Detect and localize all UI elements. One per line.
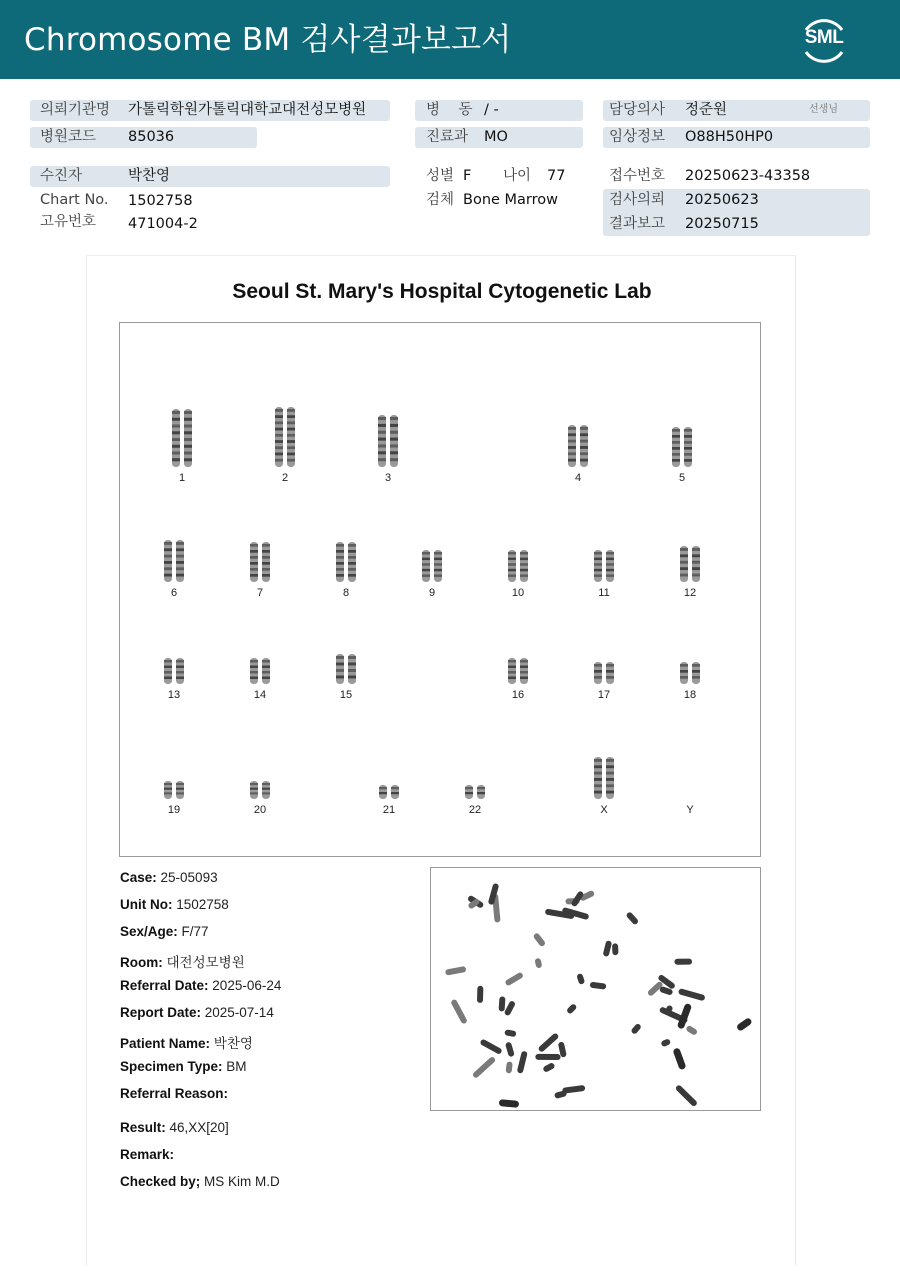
chromosome-7-1 <box>250 542 258 582</box>
metaphase-chromosome <box>535 1054 560 1060</box>
chromosome-label-16: 16 <box>511 689 525 701</box>
chromosome-label-20: 20 <box>253 804 267 816</box>
chromosome-9-2 <box>434 550 442 582</box>
request-label: 검사의뢰 <box>609 192 666 208</box>
chromosome-pair-20 <box>250 781 270 816</box>
meta-key: Referral Reason: <box>120 1086 229 1101</box>
metaphase-chromosome <box>576 973 585 985</box>
meta-key: Checked by; <box>120 1174 201 1189</box>
hospital-code-value: 85036 <box>128 129 175 145</box>
unique-value: 471004-2 <box>128 216 198 232</box>
chromosome-pair-X <box>594 757 614 816</box>
metaphase-chromosome <box>504 972 524 987</box>
meta-key: Referral Date: <box>120 978 209 993</box>
metaphase-chromosome <box>672 1047 686 1070</box>
chromosome-pair-12 <box>680 546 700 599</box>
metaphase-chromosome <box>625 911 639 925</box>
chromosome-7-2 <box>262 542 270 582</box>
meta-line <box>120 978 281 993</box>
metaphase-image <box>430 867 761 1111</box>
doctor-value: 정준원 <box>685 102 728 118</box>
metaphase-chromosome <box>505 1061 512 1073</box>
chromosome-label-3: 3 <box>384 472 392 484</box>
chromosome-8-1 <box>336 542 344 582</box>
meta-line <box>120 951 245 971</box>
chromosome-15-2 <box>348 654 356 684</box>
meta-line <box>120 1005 274 1020</box>
metaphase-chromosome <box>660 1038 671 1047</box>
chromosome-10-2 <box>520 550 528 582</box>
chromosome-label-11: 11 <box>598 587 610 599</box>
age-label: 나이 <box>503 168 532 184</box>
chromosome-20-2 <box>262 781 270 799</box>
chromosome-label-17: 17 <box>597 689 611 701</box>
chromosome-pair-7 <box>250 542 270 599</box>
metaphase-chromosome <box>505 1042 515 1058</box>
sex-label: 성별 <box>426 168 455 184</box>
meta-line <box>120 1147 174 1162</box>
metaphase-chromosome <box>517 1051 528 1074</box>
chromosome-pair-16 <box>508 658 528 701</box>
meta-value: F/77 <box>177 924 209 939</box>
meta-key: Patient Name: <box>120 1036 211 1051</box>
chromosome-3-1 <box>378 415 386 467</box>
chromosome-pair-14 <box>250 658 270 701</box>
metaphase-chromosome <box>450 999 468 1025</box>
meta-key: Specimen Type: <box>120 1059 223 1074</box>
metaphase-chromosome <box>479 1038 502 1055</box>
metaphase-chromosome <box>542 1062 555 1073</box>
patient-label: 수진자 <box>40 168 83 184</box>
metaphase-chromosome <box>472 1056 497 1079</box>
meta-value: 25-05093 <box>156 870 218 885</box>
metaphase-chromosome <box>603 940 613 957</box>
metaphase-chromosome <box>499 996 506 1011</box>
report-date-value: 20250715 <box>685 216 759 232</box>
report-title: Chromosome BM 검사결과보고서 <box>24 22 512 58</box>
chromosome-5-2 <box>684 427 692 467</box>
chromosome-pair-10 <box>508 550 528 599</box>
metaphase-chromosome <box>499 1099 520 1108</box>
metaphase-chromosome <box>590 982 607 990</box>
metaphase-chromosome <box>504 1029 516 1037</box>
chart-label: Chart No. <box>40 192 109 208</box>
receipt-value: 20250623-43358 <box>685 168 811 184</box>
chromosome-label-21: 21 <box>382 804 396 816</box>
clinical-value: O88H50HP0 <box>685 129 774 145</box>
chromosome-label-8: 8 <box>342 587 350 599</box>
chromosome-17-1 <box>594 662 602 684</box>
chromosome-4-1 <box>568 425 576 467</box>
chromosome-22-2 <box>477 785 485 799</box>
chromosome-11-1 <box>594 550 602 582</box>
chromosome-pair-17 <box>594 662 614 701</box>
chromosome-18-1 <box>680 662 688 684</box>
metaphase-chromosome <box>534 958 542 969</box>
metaphase-chromosome <box>678 988 706 1001</box>
metaphase-chromosome <box>630 1023 642 1035</box>
chromosome-pair-8 <box>336 542 356 599</box>
chromosome-4-2 <box>580 425 588 467</box>
chromosome-19-2 <box>176 781 184 799</box>
chromosome-1-2 <box>184 409 192 467</box>
metaphase-chromosome <box>477 986 483 1003</box>
meta-line <box>120 1120 229 1135</box>
chromosome-pair-11 <box>594 550 614 599</box>
chromosome-20-1 <box>250 781 258 799</box>
chromosome-2-1 <box>275 407 283 467</box>
meta-line <box>120 1059 247 1074</box>
unique-label: 고유번호 <box>40 214 97 230</box>
chromosome-pair-18 <box>680 662 700 701</box>
meta-key: Unit No: <box>120 897 173 912</box>
institution-value: 가톨릭학원가톨릭대학교대전성모병원 <box>128 102 367 118</box>
meta-key: Result: <box>120 1120 166 1135</box>
chromosome-label-7: 7 <box>256 587 264 599</box>
lab-title: Seoul St. Mary's Hospital Cytogenetic Lab <box>232 280 652 303</box>
chromosome-1-1 <box>172 409 180 467</box>
chromosome-12-1 <box>680 546 688 582</box>
chromosome-label-15: 15 <box>339 689 353 701</box>
request-value: 20250623 <box>685 192 759 208</box>
meta-line <box>120 1174 280 1189</box>
metaphase-chromosome <box>612 943 619 955</box>
dept-label: 진료과 <box>426 129 469 145</box>
metaphase-chromosome <box>504 1000 516 1016</box>
chromosome-21-1 <box>379 785 387 799</box>
chromosome-pair-3 <box>378 415 398 484</box>
chromosome-14-1 <box>250 658 258 684</box>
chromosome-14-2 <box>262 658 270 684</box>
chromosome-22-1 <box>465 785 473 799</box>
chromosome-10-1 <box>508 550 516 582</box>
chromosome-label-22: 22 <box>468 804 482 816</box>
metaphase-chromosome <box>533 932 547 947</box>
meta-line <box>120 1032 253 1052</box>
chromosome-16-1 <box>508 658 516 684</box>
chromosome-13-1 <box>164 658 172 684</box>
chromosome-label-13: 13 <box>167 689 181 701</box>
logo-text: SML <box>804 27 844 48</box>
chromosome-pair-19 <box>164 781 184 816</box>
ward-value: / - <box>484 102 499 118</box>
chromosome-21-2 <box>391 785 399 799</box>
chromosome-12-2 <box>692 546 700 582</box>
chromosome-label-2: 2 <box>281 472 289 484</box>
chromosome-pair-15 <box>336 654 356 701</box>
specimen-value: Bone Marrow <box>463 192 559 208</box>
metaphase-chromosome <box>736 1017 753 1032</box>
clinical-label: 임상정보 <box>609 129 666 145</box>
chromosome-pair-Y <box>686 804 694 816</box>
meta-key: Remark: <box>120 1147 175 1162</box>
chromosome-X-2 <box>606 757 614 799</box>
meta-key: Room: <box>120 955 163 970</box>
doctor-label: 담당의사 <box>609 102 666 118</box>
chromosome-2-2 <box>287 407 295 467</box>
chromosome-label-10: 10 <box>511 587 525 599</box>
chromosome-pair-1 <box>172 409 192 484</box>
chromosome-pair-6 <box>164 540 184 599</box>
chromosome-pair-5 <box>672 427 692 484</box>
meta-value: 46,XX[20] <box>165 1120 229 1135</box>
dept-value: MO <box>484 129 508 145</box>
meta-value: 2025-07-14 <box>201 1005 274 1020</box>
chromosome-17-2 <box>606 662 614 684</box>
meta-value: 1502758 <box>172 897 229 912</box>
chromosome-5-1 <box>672 427 680 467</box>
chromosome-label-18: 18 <box>683 689 697 701</box>
patient-value: 박찬영 <box>128 168 171 184</box>
meta-key: Report Date: <box>120 1005 202 1020</box>
chromosome-label-9: 9 <box>428 587 436 599</box>
chromosome-label-4: 4 <box>574 472 582 484</box>
chromosome-16-2 <box>520 658 528 684</box>
age-value: 77 <box>547 168 566 184</box>
doctor-suffix: 선생님 <box>809 104 838 115</box>
chromosome-6-2 <box>176 540 184 582</box>
chromosome-13-2 <box>176 658 184 684</box>
chromosome-pair-22 <box>465 785 485 816</box>
metaphase-chromosome <box>445 966 467 976</box>
chromosome-label-19: 19 <box>167 804 181 816</box>
sex-value: F <box>463 168 472 184</box>
chromosome-18-2 <box>692 662 700 684</box>
karyogram <box>119 322 761 857</box>
chromosome-label-6: 6 <box>170 587 178 599</box>
meta-value: 박찬영 <box>210 1036 253 1051</box>
sml-logo <box>796 14 852 66</box>
metaphase-chromosome <box>675 1084 698 1107</box>
metaphase-chromosome <box>562 1085 586 1094</box>
chromosome-pair-13 <box>164 658 184 701</box>
meta-key: Case: <box>120 870 157 885</box>
chromosome-pair-2 <box>275 407 295 484</box>
report-date-label: 결과보고 <box>609 216 666 232</box>
chromosome-label-14: 14 <box>253 689 267 701</box>
chromosome-19-1 <box>164 781 172 799</box>
chromosome-label-Y: Y <box>686 804 694 816</box>
chromosome-11-2 <box>606 550 614 582</box>
meta-line <box>120 870 218 885</box>
chromosome-6-1 <box>164 540 172 582</box>
meta-value: 대전성모병원 <box>162 955 245 970</box>
metaphase-chromosome <box>537 1032 559 1053</box>
meta-value: BM <box>222 1059 247 1074</box>
specimen-label: 검체 <box>426 192 455 208</box>
chromosome-label-5: 5 <box>678 472 686 484</box>
chromosome-label-1: 1 <box>178 472 186 484</box>
chromosome-label-12: 12 <box>683 587 697 599</box>
chromosome-pair-4 <box>568 425 588 484</box>
chromosome-9-1 <box>422 550 430 582</box>
metaphase-chromosome <box>674 959 692 965</box>
chromosome-8-2 <box>348 542 356 582</box>
meta-line <box>120 924 209 939</box>
meta-line <box>120 897 229 912</box>
report-header <box>0 0 900 79</box>
receipt-label: 접수번호 <box>609 168 666 184</box>
chromosome-3-2 <box>390 415 398 467</box>
meta-value: MS Kim M.D <box>200 1174 280 1189</box>
metaphase-chromosome <box>566 1003 578 1015</box>
chromosome-pair-21 <box>379 785 399 816</box>
institution-label: 의뢰기관명 <box>40 102 111 118</box>
metaphase-chromosome <box>685 1025 698 1036</box>
chromosome-label-X: X <box>600 804 608 816</box>
chromosome-pair-9 <box>422 550 442 599</box>
meta-line <box>120 1086 228 1101</box>
meta-value: 2025-06-24 <box>208 978 282 993</box>
hospital-code-label: 병원코드 <box>40 129 97 145</box>
ward-label: 병 동 <box>426 102 473 118</box>
meta-key: Sex/Age: <box>120 924 178 939</box>
chart-value: 1502758 <box>128 193 193 209</box>
chromosome-15-1 <box>336 654 344 684</box>
chromosome-X-1 <box>594 757 602 799</box>
